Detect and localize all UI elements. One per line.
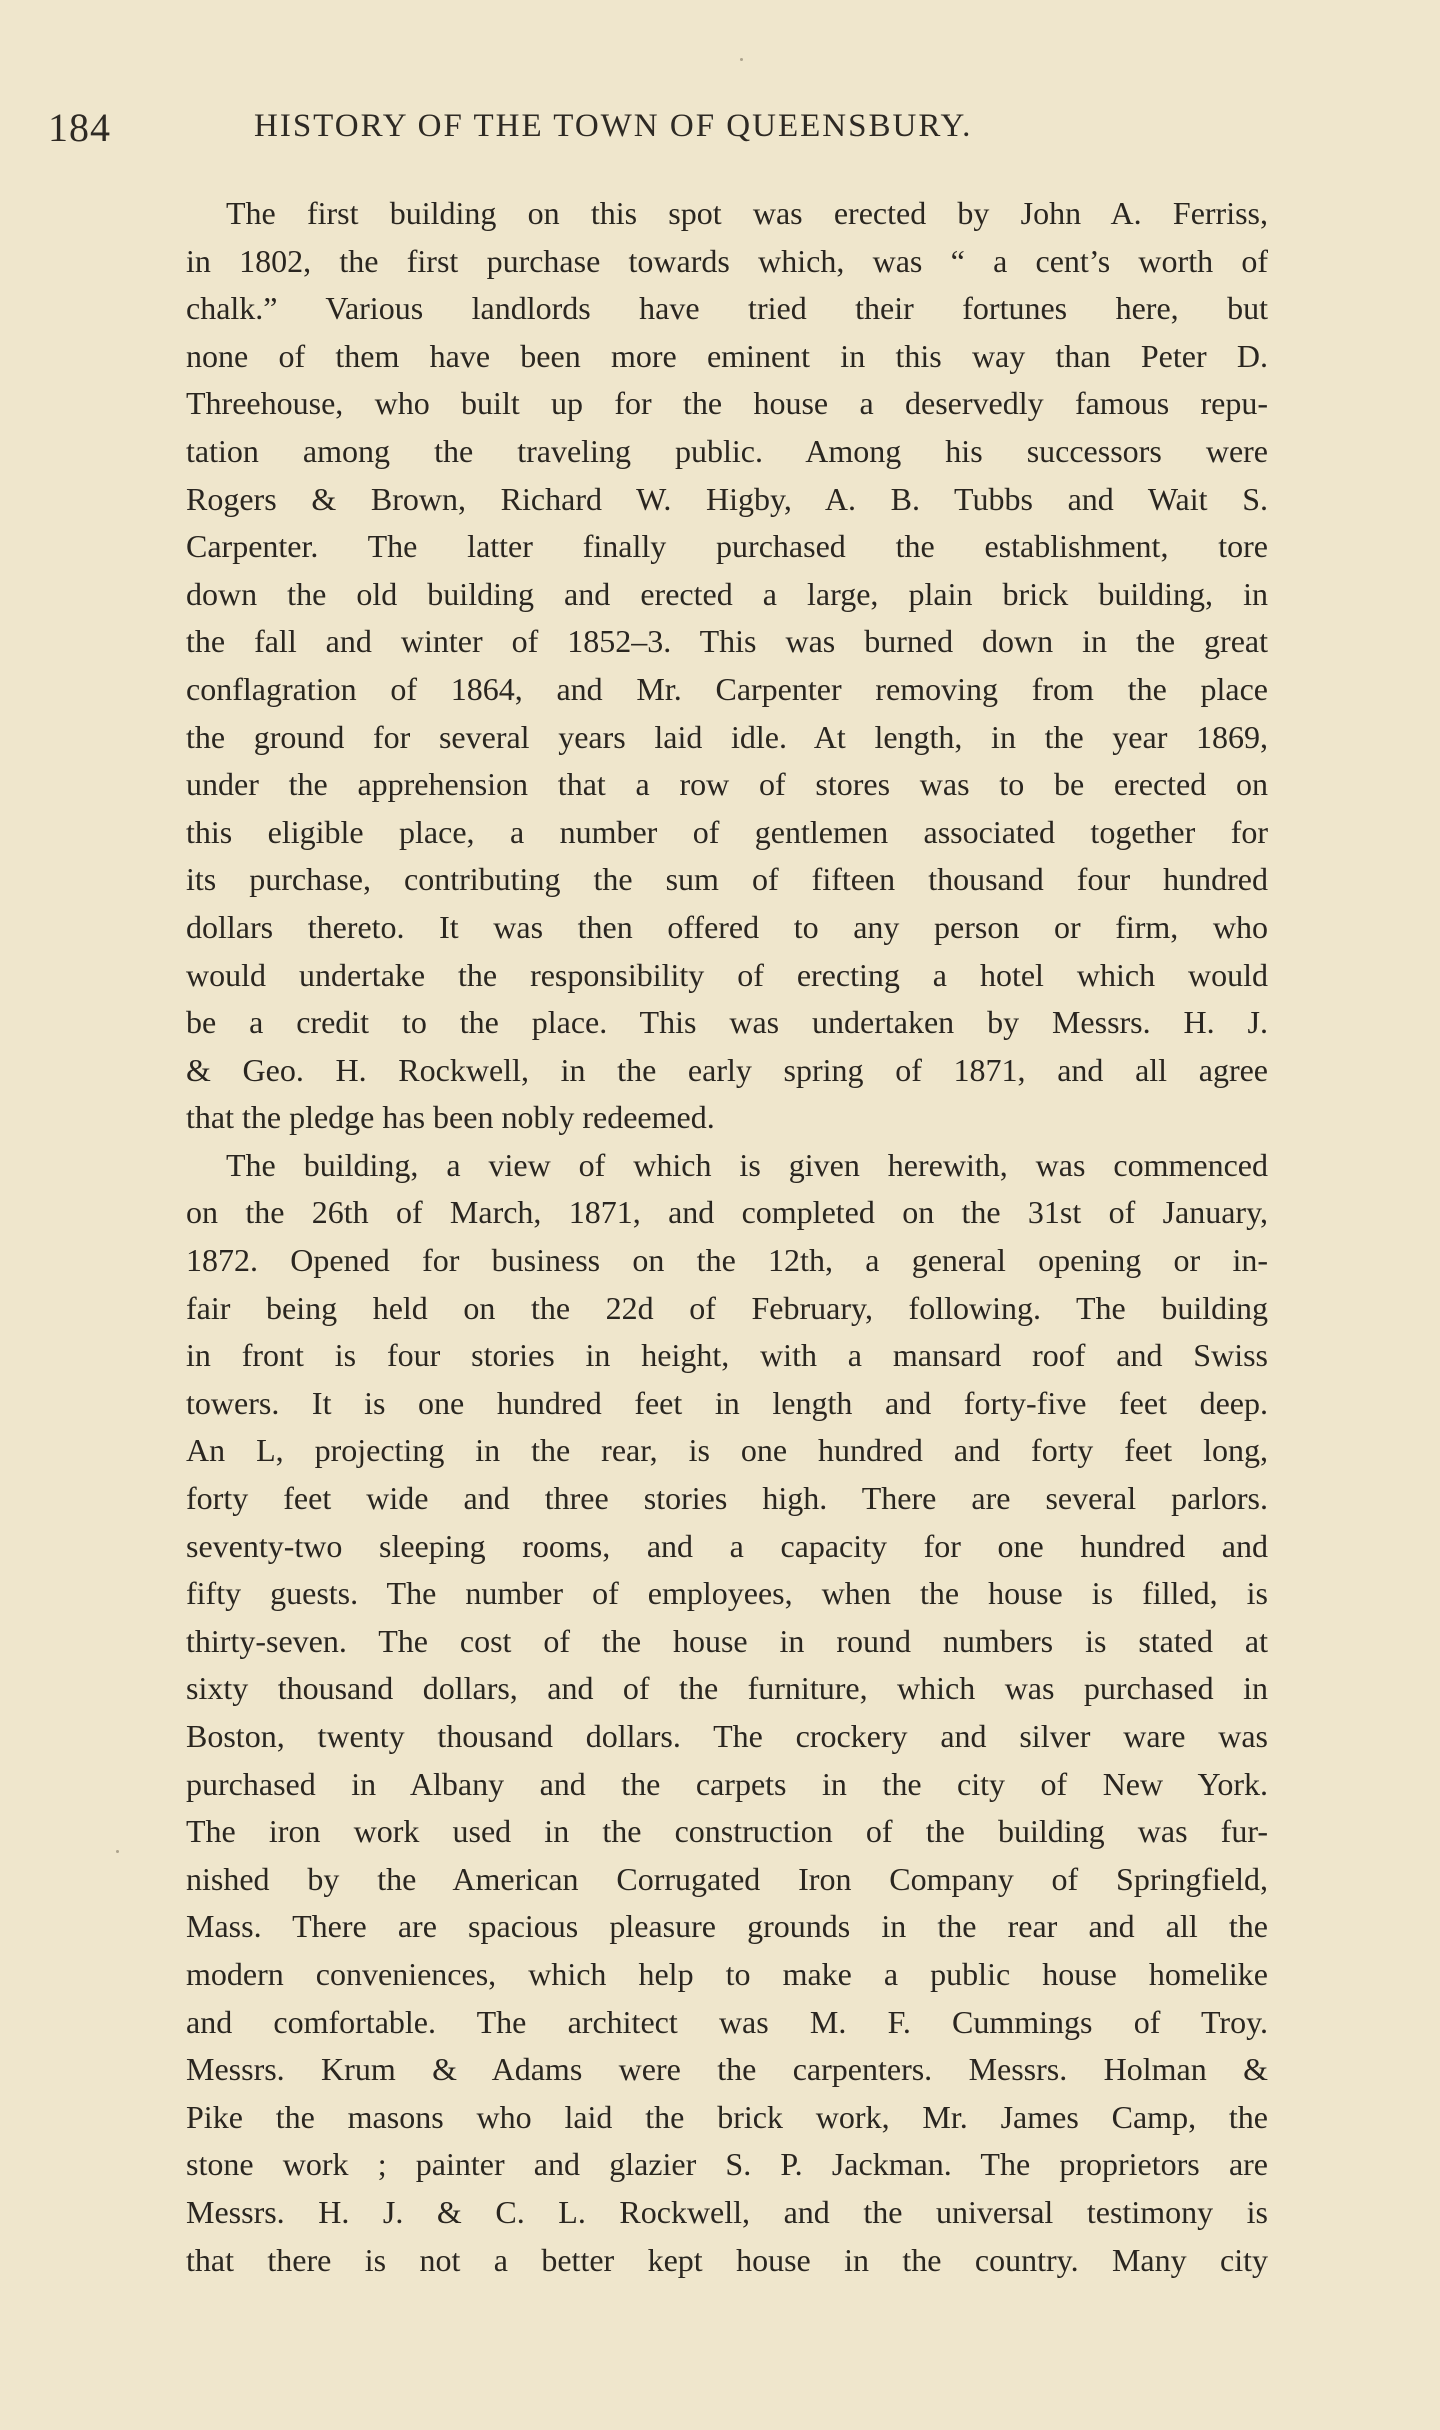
text-line: Rogers & Brown, Richard W. Higby, A. B. Tubbs and Wait S. [186,480,1268,517]
text-line: the fall and winter of 1852–3. This was burned down in the great [186,623,1268,660]
paper-speck [116,1850,119,1853]
page-number: 184 [48,105,111,150]
text-line: tation among the traveling public. Among his successors were [186,432,1268,469]
text-line: Boston, twenty thousand dollars. The crockery and silver ware was [186,1718,1268,1754]
text-line: Pike the masons who laid the brick work, Mr. James Camp, the [186,2098,1268,2135]
text-line: its purchase, contributing the sum of fifteen thousand four hundred [186,861,1268,898]
text-line: this eligible place, a number of gentlemen associated together for [186,813,1268,850]
text-line: that there is not a better kept house in the country. Many city [186,2241,1268,2278]
text-line: chalk.” Various landlords have tried their fortunes here, but [186,290,1268,327]
text-line: nished by the American Corrugated Iron Company of Springfield, [186,1860,1268,1897]
text-line: in front is four stories in height, with a mansard roof and Swiss [186,1337,1268,1374]
text-line: be a credit to the place. This was undertaken by Messrs. H. J. [186,1004,1268,1041]
text-line: would undertake the responsibility of erecting a hotel which would [186,956,1268,993]
text-line: sixty thousand dollars, and of the furniture, which was purchased in [186,1670,1268,1707]
text-line: towers. It is one hundred feet in length and forty-five feet deep. [186,1384,1268,1421]
text-line: fifty guests. The number of employees, when the house is filled, is [186,1575,1268,1612]
text-line: fair being held on the 22d of February, following. The building [186,1289,1268,1326]
text-line: The first building on this spot was erected by John A. Ferriss, [226,195,1268,231]
text-line: purchased in Albany and the carpets in the city of New York. [186,1765,1268,1802]
text-line: 1872. Opened for business on the 12th, a general opening or in- [186,1242,1268,1279]
running-title: HISTORY OF THE TOWN OF QUEENSBURY. [254,108,973,144]
text-line: under the apprehension that a row of stores was to be erected on [186,766,1268,803]
text-line: thirty-seven. The cost of the house in round numbers is stated at [186,1622,1268,1659]
text-line: modern conveniences, which help to make a public house homelike [186,1955,1268,1992]
text-line: conflagration of 1864, and Mr. Carpenter removing from the place [186,670,1268,707]
text-line: in 1802, the first purchase towards which, was “ a cent’s worth of [186,242,1268,279]
text-line: none of them have been more eminent in this way than Peter D. [186,337,1268,374]
text-line: down the old building and erected a large, plain brick building, in [186,575,1268,612]
text-line: that the pledge has been nobly redeemed. [186,1099,715,1136]
text-line: and comfortable. The architect was M. F. Cummings of Troy. [186,2003,1268,2040]
text-line: seventy-two sleeping rooms, and a capacity for one hundred and [186,1527,1268,1564]
text-line: Threehouse, who built up for the house a deservedly famous repu- [186,385,1268,422]
text-line: stone work ; painter and glazier S. P. Jackman. The proprietors are [186,2146,1268,2183]
running-head [0,0,1440,160]
text-line: Messrs. Krum & Adams were the carpenters. Messrs. Holman & [186,2051,1268,2088]
body-text [186,190,1268,2284]
text-line: the ground for several years laid idle. At length, in the year 1869, [186,718,1268,755]
text-line: forty feet wide and three stories high. There are several parlors. [186,1480,1268,1517]
text-line: Mass. There are spacious pleasure grounds in the rear and all the [186,1908,1268,1945]
text-line: on the 26th of March, 1871, and completed on the 31st of January, [186,1194,1268,1231]
text-line: The building, a view of which is given herewith, was commenced [226,1146,1268,1183]
text-line: Carpenter. The latter finally purchased the establishment, tore [186,528,1268,565]
text-line: An L, projecting in the rear, is one hundred and forty feet long, [186,1432,1268,1469]
text-line: & Geo. H. Rockwell, in the early spring of 1871, and all agree [186,1051,1268,1088]
text-line: Messrs. H. J. & C. L. Rockwell, and the universal testimony is [186,2193,1268,2230]
text-line: dollars thereto. It was then offered to any person or firm, who [186,908,1268,945]
text-line: The iron work used in the construction of the building was fur- [186,1813,1268,1850]
paper-speck [740,58,743,61]
